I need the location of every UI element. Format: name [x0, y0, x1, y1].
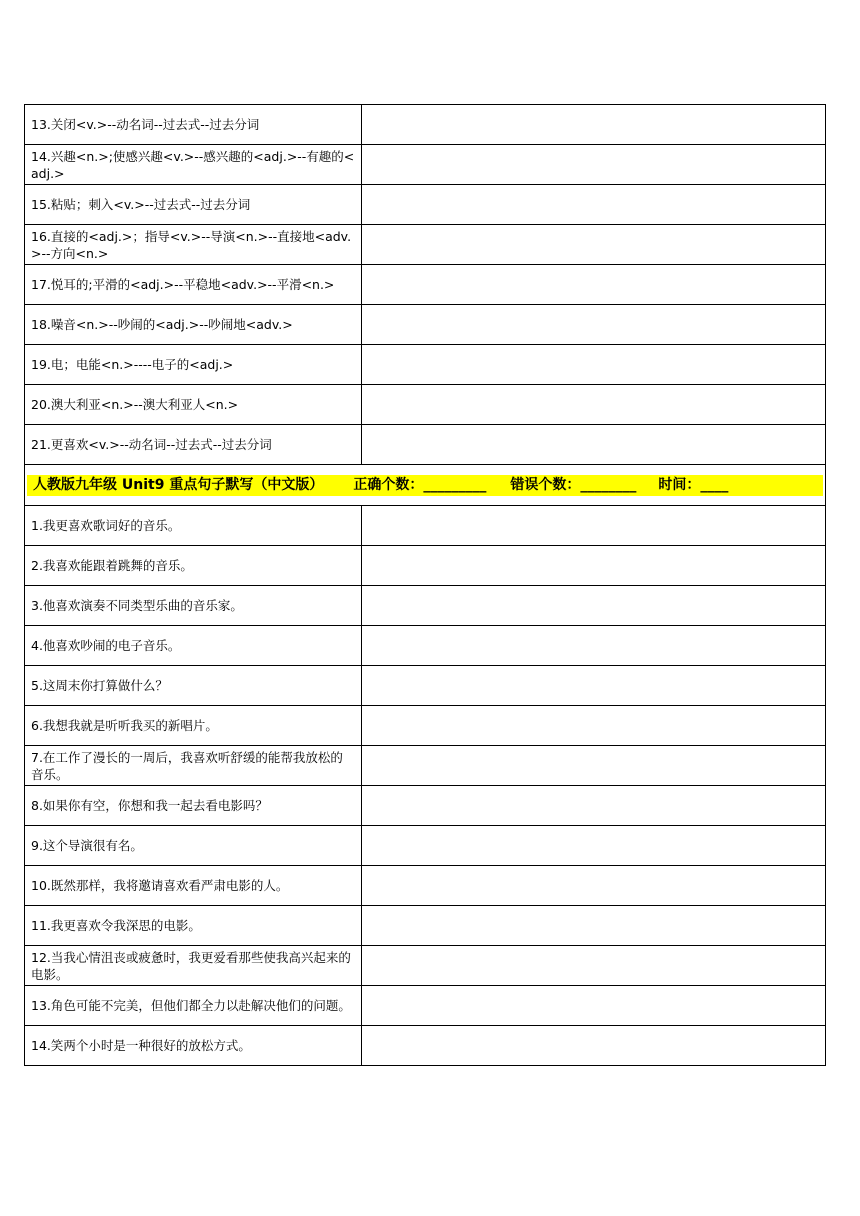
- sentence-prompt: 3.他喜欢演奏不同类型乐曲的音乐家。: [25, 586, 362, 626]
- time-label: 时间：____: [658, 476, 729, 493]
- answer-cell[interactable]: [362, 666, 826, 706]
- answer-cell[interactable]: [362, 626, 826, 666]
- banner-highlight: [27, 475, 823, 496]
- vocab-row: [25, 265, 826, 305]
- answer-cell[interactable]: [362, 906, 826, 946]
- section-banner: [25, 465, 826, 506]
- sentence-row: [25, 986, 826, 1026]
- vocab-prompt: 15.粘贴；刺入<v.>--过去式--过去分词: [25, 185, 362, 225]
- sentence-prompt: 11.我更喜欢令我深思的电影。: [25, 906, 362, 946]
- answer-cell[interactable]: [362, 586, 826, 626]
- vocab-row: [25, 385, 826, 425]
- answer-cell[interactable]: [362, 946, 826, 986]
- sentence-row: [25, 906, 826, 946]
- worksheet-table: [24, 104, 826, 1066]
- answer-cell[interactable]: [362, 145, 826, 185]
- sentence-row: [25, 826, 826, 866]
- answer-cell[interactable]: [362, 105, 826, 145]
- vocab-prompt: 19.电；电能<n.>----电子的<adj.>: [25, 345, 362, 385]
- sentence-row: [25, 786, 826, 826]
- sentence-row: [25, 546, 826, 586]
- sentence-row: [25, 666, 826, 706]
- sentence-row: [25, 946, 826, 986]
- section-title: 人教版九年级 Unit9 重点句子默写（中文版）: [33, 476, 324, 493]
- sentence-prompt: 5.这周末你打算做什么？: [25, 666, 362, 706]
- answer-cell[interactable]: [362, 225, 826, 265]
- answer-cell[interactable]: [362, 786, 826, 826]
- wrong-count-label: 错误个数：________: [510, 476, 637, 493]
- answer-cell[interactable]: [362, 706, 826, 746]
- sentence-prompt: 8.如果你有空，你想和我一起去看电影吗？: [25, 786, 362, 826]
- answer-cell[interactable]: [362, 265, 826, 305]
- sentence-prompt: 7.在工作了漫长的一周后，我喜欢听舒缓的能帮我放松的音乐。: [25, 746, 362, 786]
- answer-cell[interactable]: [362, 1026, 826, 1066]
- answer-cell[interactable]: [362, 506, 826, 546]
- answer-cell[interactable]: [362, 425, 826, 465]
- answer-cell[interactable]: [362, 345, 826, 385]
- sentence-prompt: 4.他喜欢吵闹的电子音乐。: [25, 626, 362, 666]
- sentence-prompt: 6.我想我就是听听我买的新唱片。: [25, 706, 362, 746]
- vocab-row: [25, 105, 826, 145]
- sentence-prompt: 2.我喜欢能跟着跳舞的音乐。: [25, 546, 362, 586]
- sentence-prompt: 14.笑两个小时是一种很好的放松方式。: [25, 1026, 362, 1066]
- sentence-row: [25, 706, 826, 746]
- sentence-prompt: 12.当我心情沮丧或疲惫时，我更爱看那些使我高兴起来的电影。: [25, 946, 362, 986]
- vocab-row: [25, 225, 826, 265]
- answer-cell[interactable]: [362, 866, 826, 906]
- vocab-row: [25, 185, 826, 225]
- sentence-row: [25, 506, 826, 546]
- sentence-row: [25, 586, 826, 626]
- vocab-prompt: 20.澳大利亚<n.>--澳大利亚人<n.>: [25, 385, 362, 425]
- sentence-row: [25, 626, 826, 666]
- answer-cell[interactable]: [362, 986, 826, 1026]
- banner-cell: [25, 465, 826, 506]
- vocab-row: [25, 425, 826, 465]
- vocab-row: [25, 345, 826, 385]
- correct-count-label: 正确个数：_________: [353, 476, 487, 493]
- answer-cell[interactable]: [362, 826, 826, 866]
- vocab-row: [25, 145, 826, 185]
- vocab-prompt: 18.噪音<n.>--吵闹的<adj.>--吵闹地<adv.>: [25, 305, 362, 345]
- sentence-row: [25, 866, 826, 906]
- vocab-row: [25, 305, 826, 345]
- answer-cell[interactable]: [362, 746, 826, 786]
- sentence-row: [25, 746, 826, 786]
- vocab-prompt: 14.兴趣<n.>;使感兴趣<v.>--感兴趣的<adj.>--有趣的<adj.>: [25, 145, 362, 185]
- sentence-prompt: 13.角色可能不完美，但他们都全力以赴解决他们的问题。: [25, 986, 362, 1026]
- vocab-prompt: 13.关闭<v.>--动名词--过去式--过去分词: [25, 105, 362, 145]
- vocab-prompt: 17.悦耳的;平滑的<adj.>--平稳地<adv.>--平滑<n.>: [25, 265, 362, 305]
- sentence-row: [25, 1026, 826, 1066]
- vocab-prompt: 21.更喜欢<v.>--动名词--过去式--过去分词: [25, 425, 362, 465]
- answer-cell[interactable]: [362, 185, 826, 225]
- sentence-prompt: 1.我更喜欢歌词好的音乐。: [25, 506, 362, 546]
- answer-cell[interactable]: [362, 385, 826, 425]
- sentence-prompt: 10.既然那样，我将邀请喜欢看严肃电影的人。: [25, 866, 362, 906]
- vocab-prompt: 16.直接的<adj.>；指导<v.>--导演<n.>--直接地<adv.>--方向<n.>: [25, 225, 362, 265]
- answer-cell[interactable]: [362, 546, 826, 586]
- sentence-prompt: 9.这个导演很有名。: [25, 826, 362, 866]
- answer-cell[interactable]: [362, 305, 826, 345]
